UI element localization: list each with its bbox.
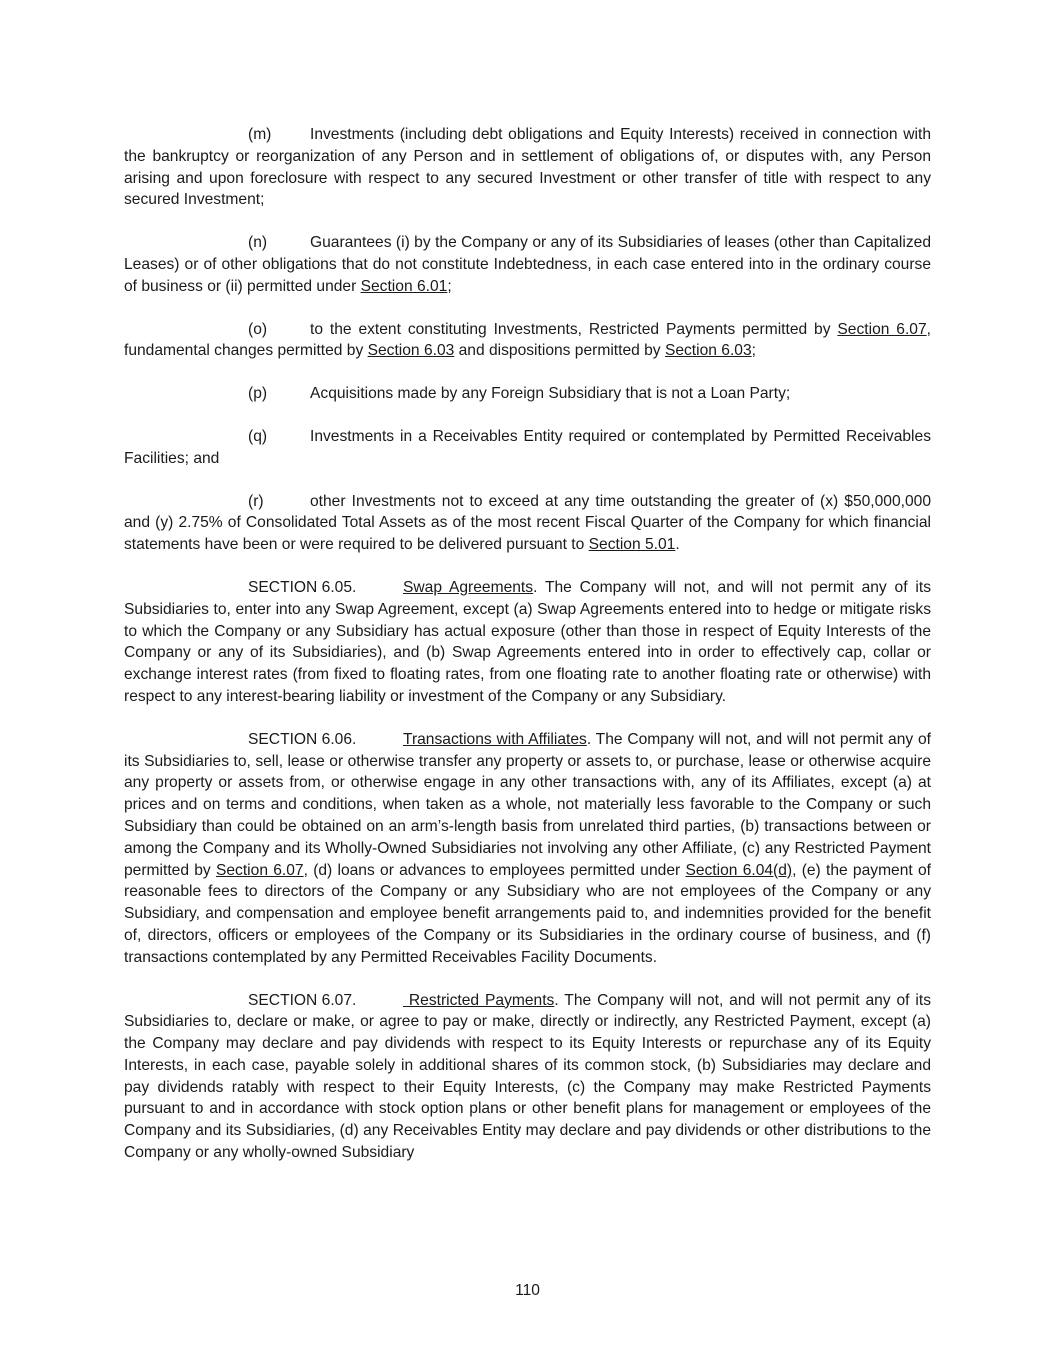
clause-text: Investments in a Receivables Entity required or contemplated by Permitted Receivables Facilities; and (124, 427, 931, 467)
section-title: Swap Agreements (403, 578, 534, 596)
clause-p (124, 383, 931, 405)
clause-text: ; (447, 277, 452, 295)
clause-text: ; (751, 342, 756, 360)
clause-text: other Investments not to exceed at any time outstanding the greater of (x) $50,000,000 and (y) 2.75% of Consolidated Total Assets as of the most recent Fiscal Quarter of the Company for which financial statements have been or were required to be delivered pursuant to (124, 492, 931, 554)
section-6-05 (124, 577, 931, 708)
section-reference: Section 5.01 (588, 536, 676, 554)
section-6-07 (124, 990, 931, 1164)
section-6-06 (124, 729, 931, 969)
section-title: Restricted Payments (403, 991, 555, 1009)
clause-o (124, 319, 931, 363)
clause-m (124, 124, 931, 211)
clause-label: (p) (248, 385, 268, 403)
section-reference: Section 6.03 (664, 342, 752, 360)
section-title: Transactions with Affiliates (403, 730, 587, 748)
section-number: SECTION 6.05. (248, 578, 357, 596)
section-text: . The Company will not, and will not permit any of its Subsidiaries to, sell, lease or otherwise transfer any property or assets to, or purchase, lease or otherwise acquire any property or assets from, or otherwise engage in any other transactions with, any of its Affiliates, except (a) at prices and on terms and conditions, when taken as a whole, not materially less favorable to the Company or such Subsidiary than could be obtained on an arm’s-length basis from unrelated third parties, (b) transactions between or among the Company and its Wholly-Owned Subsidiaries not involving any other Affiliate, (c) any Restricted Payment permitted by (124, 730, 931, 879)
clause-label: (q) (248, 427, 268, 445)
section-reference: Section 6.07 (215, 861, 304, 879)
section-text: . The Company will not, and will not permit any of its Subsidiaries to, declare or make, or agree to pay or make, directly or indirectly, any Restricted Payment, except (a) the Company may declare and pay dividends with respect to its Equity Interests or repurchase any of its Equity Interests, in each case, payable solely in additional shares of its common stock, (b) Subsidiaries may declare and pay dividends ratably with respect to their Equity Interests, (c) the Company may make Restricted Payments pursuant to and in accordance with stock option plans or other benefit plans for management or employees of the Company and its Subsidiaries, (d) any Receivables Entity may declare and pay dividends or other distributions to the Company or any wholly-owned Subsidiary (124, 991, 931, 1162)
clause-text: Acquisitions made by any Foreign Subsidiary that is not a Loan Party; (310, 385, 791, 403)
document-body (124, 124, 931, 1185)
clause-label: (n) (248, 234, 268, 252)
section-reference: Section 6.07 (837, 320, 927, 338)
clause-text: . (675, 536, 680, 554)
section-reference: Section 6.01 (360, 277, 448, 295)
clause-n (124, 232, 931, 297)
section-reference: Section 6.04(d) (685, 861, 793, 879)
section-number: SECTION 6.06. (248, 730, 357, 748)
section-number: SECTION 6.07. (248, 991, 357, 1009)
clause-label: (r) (248, 492, 264, 510)
clause-r (124, 491, 931, 556)
clause-q (124, 426, 931, 470)
page-number: 110 (515, 1282, 540, 1299)
section-text: , (e) the payment of reasonable fees to directors of the Company or any Subsidiary who are not employees of the Company or any Subsidiary, and compensation and employee benefit arrangements paid to, and indemnities provided for the benefit of, directors, officers or employees of the Company or its Subsidiaries in the ordinary course of business, and (f) transactions contemplated by any Permitted Receivables Facility Documents. (124, 861, 931, 966)
clause-label: (m) (248, 126, 272, 143)
clause-label: (o) (248, 320, 268, 338)
clause-text: Guarantees (i) by the Company or any of its Subsidiaries of leases (other than Capitalized Leases) or of other obligations that do not constitute Indebtedness, in each case entered into in the ordinary course of business or (ii) permitted under (124, 234, 931, 295)
clause-text: and dispositions permitted by (454, 342, 665, 360)
clause-text: Investments (including debt obligations and Equity Interests) received in connection with the bankruptcy or reorganization of any Person and in settlement of obligations of, or disputes with, any Person arising and upon foreclosure with respect to any secured Investment or other transfer of title with respect to any secured Investment; (124, 126, 931, 209)
section-reference: Section 6.03 (367, 342, 455, 360)
clause-text: to the extent constituting Investments, Restricted Payments permitted by (310, 320, 838, 338)
section-text: , (d) loans or advances to employees permitted under (303, 861, 686, 879)
section-text: . The Company will not, and will not permit any of its Subsidiaries to, enter into any Swap Agreement, except (a) Swap Agreements entered into to hedge or mitigate risks to which the Company or any Subsidiary has actual exposure (other than those in respect of Equity Interests of the Company or any of its Subsidiaries), and (b) Swap Agreements entered into in order to effectively cap, collar or exchange interest rates (from fixed to floating rates, from one floating rate to another floating rate or otherwise) with respect to any interest-bearing liability or investment of the Company or any Subsidiary. (124, 578, 931, 705)
clause-text: , fundamental changes permitted by (124, 320, 931, 360)
